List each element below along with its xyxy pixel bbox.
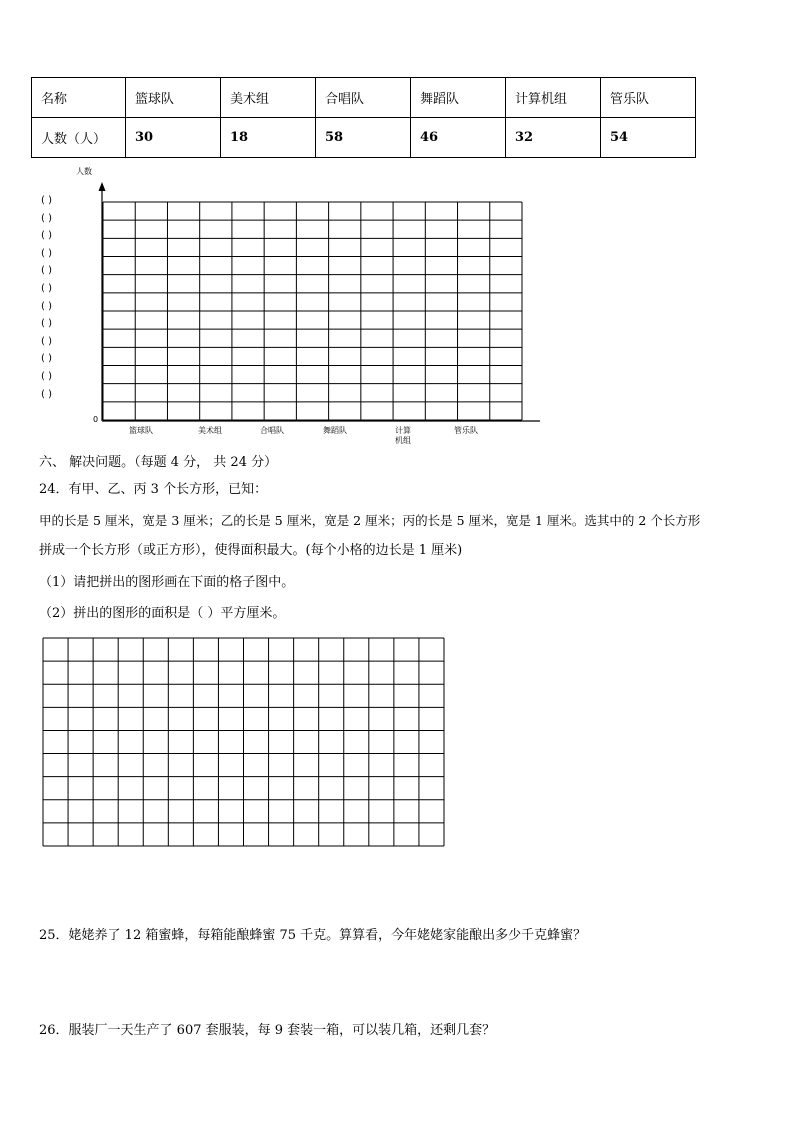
x-category-label: 管乐队	[454, 426, 478, 435]
table-cell: 名称	[32, 78, 126, 118]
x-category-label: 计算 机组	[395, 426, 411, 445]
y-axis-arrow	[99, 182, 106, 191]
table-cell: 篮球队	[126, 78, 221, 118]
y-tick-label: ( )	[41, 371, 52, 382]
chart-origin-label: 0	[93, 415, 99, 424]
table-row	[32, 118, 696, 158]
table-cell: 管乐队	[601, 78, 696, 118]
y-tick-label: ( )	[41, 265, 52, 277]
y-tick-label: ( )	[41, 388, 52, 400]
y-tick-label: ( )	[41, 212, 52, 224]
table-cell: 美术组	[221, 78, 316, 118]
chart-grid-svg	[0, 160, 794, 455]
table-cell: 计算机组	[506, 78, 601, 118]
q24-condition: 甲的长是 5 厘米，宽是 3 厘米；乙的长是 5 厘米，宽是 2 厘米；丙的长是 5 厘米，宽是 1 厘米。选其中的 2 个长方形	[39, 513, 701, 528]
answer-grid[interactable]	[40, 635, 448, 850]
q24-part2: （2）拼出的图形的面积是（ ）平方厘米。	[39, 606, 286, 621]
table-cell: 舞蹈队	[411, 78, 506, 118]
chart-ylabel: 人数	[76, 167, 92, 176]
x-category-label: 舞蹈队	[323, 426, 347, 435]
q24-intro: 24．有甲、乙、丙 3 个长方形，已知：	[39, 482, 268, 497]
q25-text: 25．姥姥养了 12 箱蜜蜂，每箱能酿蜂蜜 75 千克。算算看，今年姥姥家能酿出多少千克蜂蜜？	[39, 928, 587, 943]
y-tick-label: ( )	[41, 283, 52, 294]
y-tick-label: ( )	[41, 353, 52, 365]
q26-text: 26．服装厂一天生产了 607 套服装，每 9 套装一箱，可以装几箱，还剩几套？	[39, 1023, 496, 1038]
club-table	[31, 77, 696, 158]
x-category-label: 篮球队	[129, 426, 153, 435]
q24-part1: （1）请把拼出的图形画在下面的格子图中。	[39, 575, 295, 590]
table-cell: 32	[506, 118, 601, 158]
table-header-row	[32, 78, 696, 118]
table-cell: 58	[316, 118, 411, 158]
table-cell: 46	[411, 118, 506, 158]
y-tick-label: ( )	[41, 300, 52, 312]
y-tick-label: ( )	[41, 247, 52, 259]
table-cell: 54	[601, 118, 696, 158]
table-cell: 18	[221, 118, 316, 158]
q24-condition-cont: 拼成一个长方形（或正方形），使得面积最大。(每个小格的边长是 1 厘米)	[39, 543, 463, 558]
table-cell: 人数（人）	[32, 118, 126, 158]
y-tick-label: ( )	[41, 230, 52, 242]
y-tick-label: ( )	[41, 195, 52, 206]
x-category-label: 美术组	[198, 426, 222, 435]
section-title: 六、 解决问题。（每题 4 分， 共 24 分）	[39, 455, 278, 470]
y-tick-label: ( )	[41, 318, 52, 330]
y-tick-label: ( )	[41, 335, 52, 347]
x-category-label: 合唱队	[260, 426, 284, 435]
table-cell: 30	[126, 118, 221, 158]
table-cell: 合唱队	[316, 78, 411, 118]
